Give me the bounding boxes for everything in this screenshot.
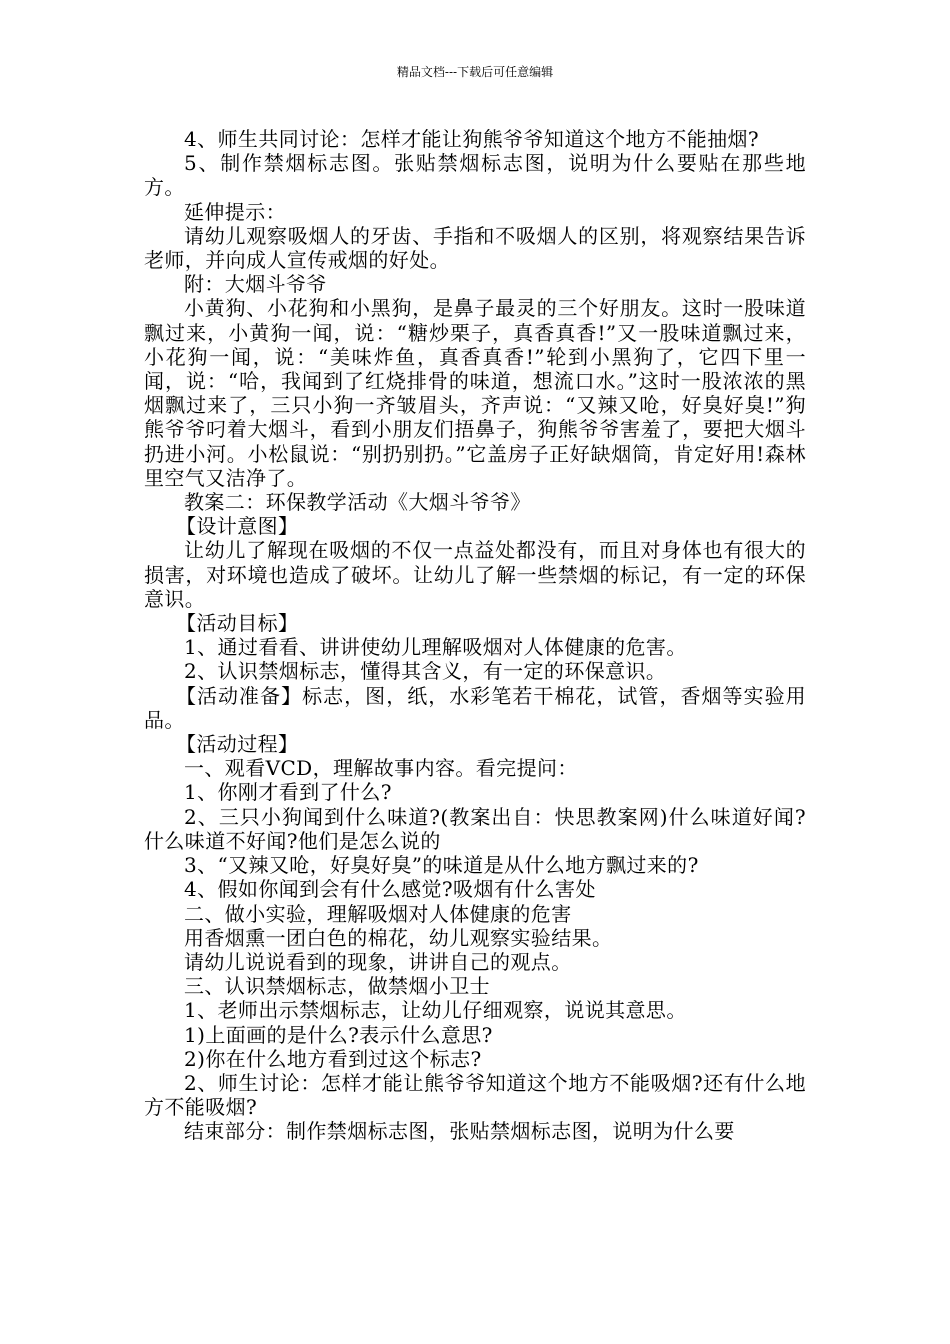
paragraph: 用香烟熏一团白色的棉花，幼儿观察实验结果。	[184, 925, 613, 950]
paragraph: 附：大烟斗爷爷	[184, 272, 327, 297]
story-paragraph: 小黄狗、小花狗和小黑狗，是鼻子最灵的三个好朋友。这时一股味道飘过来，小黄狗一闻，说：“糖炒栗子，真香真香!”又一股味道飘过来，小花狗一闻，说：“美味炸鱼，真香真香!”轮到小黑狗了，它四下里一闻，说：“哈，我闻到了红烧排骨的味道，想流口水。”这时一股浓浓的黑烟飘过来了，三只小狗一齐皱眉头，齐声说：“又辣又呛，好臭好臭!”狗熊爷爷叼着大烟斗，看到小朋友们捂鼻子，狗熊爷爷害羞了，要把大烟斗扔进小河。小松鼠说：“别扔别扔。”它盖房子正好缺烟筒，肯定好用!森林里空气又洁净了。	[144, 296, 806, 490]
paragraph: 4、假如你闻到会有什么感觉?吸烟有什么害处	[184, 877, 596, 902]
paragraph: 让幼儿了解现在吸烟的不仅一点益处都没有，而且对身体也有很大的损害，对环境也造成了破坏。让幼儿了解一些禁烟的标记，有一定的环保意识。	[144, 538, 806, 611]
paragraph: 1、老师出示禁烟标志，让幼儿仔细观察，说说其意思。	[184, 998, 687, 1023]
paragraph: 4、师生共同讨论：怎样才能让狗熊爷爷知道这个地方不能抽烟?	[184, 127, 760, 151]
paragraph: 1、你刚才看到了什么?	[184, 780, 392, 805]
document-body	[144, 127, 806, 1144]
paragraph: 二、做小实验，理解吸烟对人体健康的危害	[184, 901, 572, 926]
paragraph: 1)上面画的是什么?表示什么意思?	[184, 1022, 493, 1047]
paragraph: 1、通过看看、讲讲使幼儿理解吸烟对人体健康的危害。	[184, 635, 687, 660]
paragraph: 2)你在什么地方看到过这个标志?	[184, 1046, 482, 1071]
paragraph: 2、三只小狗闻到什么味道?(教案出自：快思教案网)什么味道好闻?什么味道不好闻?他们是怎么说的	[144, 804, 806, 853]
paragraph: 【活动准备】标志，图，纸，水彩笔若干棉花，试管，香烟等实验用品。	[144, 683, 806, 732]
page-header: 精品文档---下载后可任意编辑	[396, 65, 554, 79]
paragraph: 三、认识禁烟标志，做禁烟小卫士	[184, 974, 490, 999]
section-title: 教案二：环保教学活动《大烟斗爷爷》	[184, 490, 531, 515]
paragraph: 请幼儿说说看到的现象，讲讲自己的观点。	[184, 949, 572, 974]
section-heading: 【设计意图】	[176, 514, 299, 539]
paragraph: 请幼儿观察吸烟人的牙齿、手指和不吸烟人的区别，将观察结果告诉老师，并向成人宣传戒烟的好处。	[144, 223, 806, 273]
paragraph: 3、“又辣又呛，好臭好臭”的味道是从什么地方飘过来的?	[184, 853, 699, 878]
paragraph: 5、制作禁烟标志图。张贴禁烟标志图，说明为什么要贴在那些地方。	[144, 151, 806, 200]
paragraph: 延伸提示：	[184, 199, 286, 224]
paragraph: 结束部分：制作禁烟标志图，张贴禁烟标志图，说明为什么要	[184, 1119, 735, 1144]
paragraph: 2、师生讨论：怎样才能让熊爷爷知道这个地方不能吸烟?还有什么地方不能吸烟?	[144, 1070, 806, 1120]
section-heading: 【活动过程】	[176, 732, 299, 757]
paragraph: 2、认识禁烟标志，懂得其含义，有一定的环保意识。	[184, 659, 667, 684]
paragraph: 一、观看VCD，理解故事内容。看完提问：	[184, 756, 578, 781]
section-heading: 【活动目标】	[176, 611, 299, 636]
